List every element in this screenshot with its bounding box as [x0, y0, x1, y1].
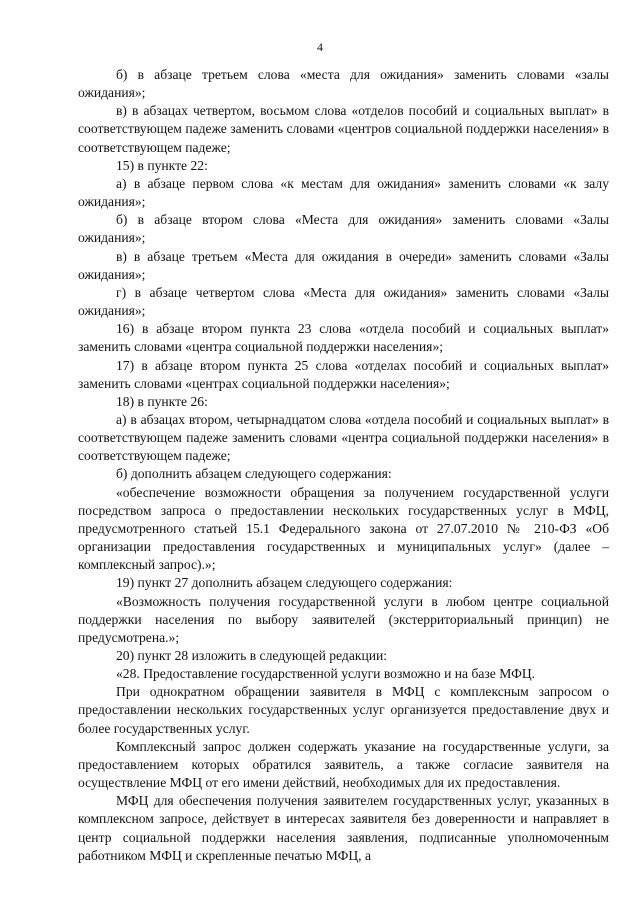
paragraph: 17) в абзаце втором пункта 25 слова «отделах пособий и социальных выплат» заменить словами «центрах социальной поддержки населения»; — [78, 357, 609, 391]
paragraph: б) в абзаце третьем слова «места для ожидания» заменить словами «залы ожидания»; — [78, 67, 609, 101]
paragraph: 16) в абзаце втором пункта 23 слова «отдела пособий и социальных выплат» заменить словами «центра социальной поддержки населения»; — [78, 321, 609, 355]
paragraph: в) в абзаце третьем «Места для ожидания в очереди» заменить словами «Залы ожидания»; — [78, 248, 609, 282]
paragraph: а) в абзаце первом слова «к местам для ожидания» заменить словами «к залу ожидания»; — [78, 175, 609, 210]
paragraph: Комплексный запрос должен содержать указание на государственные услуги, за предоставлением которых обратился заявитель, а также согласие заявителя на осуществление МФЦ от его имени действий, необходимых для их предоставления. — [78, 738, 609, 791]
paragraph: г) в абзаце четвертом слова «Места для ожидания» заменить словами «Залы ожидания»; — [78, 284, 609, 319]
paragraph: «28. Предоставление государственной услуги возможно и на базе МФЦ. — [116, 666, 536, 682]
paragraph: «обеспечение возможности обращения за получением государственной услуги посредством запроса о предоставлении нескольких государственных услуг в МФЦ, предусмотренного статьей 15.1 Федерального закона от 27.07.2010 № 210-ФЗ «Об организации предоставления государственных и муниципальных услуг» (далее – комплексный запрос).»; — [78, 484, 609, 573]
page-number: 4 — [317, 40, 323, 54]
paragraph: «Возможность получения государственной услуги в любом центре социальной поддержки населения по выбору заявителей (экстерриториальный принцип) не предусмотрена.»; — [78, 593, 609, 645]
paragraph: МФЦ для обеспечения получения заявителем государственных услуг, указанных в комплексном запросе, действует в интересах заявителя без доверенности и направляет в центр социальной поддержки населения заявления, подписанные уполномоченным работником МФЦ и скрепленные печатью МФЦ, а — [78, 793, 609, 863]
paragraph: 15) в пункте 22: — [116, 157, 208, 173]
document-body — [78, 66, 609, 865]
paragraph: При однократном обращении заявителя в МФЦ с комплексным запросом о предоставлении нескольких государственных услуг организуется предоставление двух и более государственных услуг. — [78, 684, 609, 736]
paragraph: а) в абзацах втором, четырнадцатом слова «отдела пособий и социальных выплат» в соответствующем падеже заменить словами «центра социальной поддержки населения» в соответствующем падеже; — [78, 411, 609, 464]
paragraph: б) в абзаце втором слова «Места для ожидания» заменить словами «Залы ожидания»; — [78, 212, 609, 246]
paragraph: 19) пункт 27 дополнить абзацем следующего содержания: — [116, 575, 453, 591]
paragraph: б) дополнить абзацем следующего содержания: — [116, 466, 392, 482]
paragraph: в) в абзацах четвертом, восьмом слова «отделов пособий и социальных выплат» в соответствующем падеже заменить словами «центров социальной поддержки населения» в соответствующем падеже; — [78, 103, 609, 155]
paragraph: 20) пункт 28 изложить в следующей редакции: — [116, 648, 388, 663]
paragraph: 18) в пункте 26: — [116, 393, 208, 409]
